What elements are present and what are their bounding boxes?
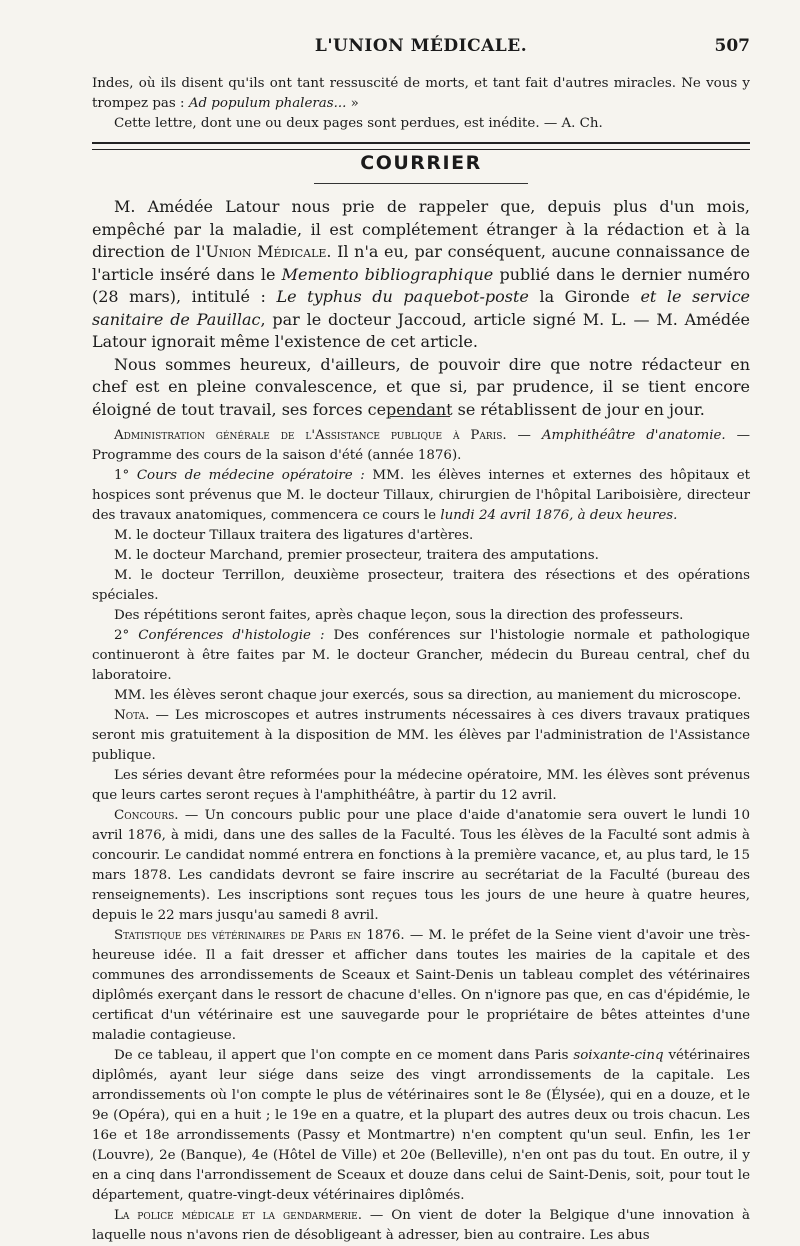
tillaux-line: M. le docteur Tillaux traitera des ligatures d'artères.	[114, 528, 474, 543]
statistique-paragraph	[92, 926, 750, 1046]
repetitions-line: Des répétitions seront faites, après chaque leçon, sous la direction des professeurs.	[114, 608, 684, 623]
text-run: — Programme des cours de la saison d'été (année 1876).	[92, 428, 750, 463]
statistique-paragraph-2	[92, 1046, 750, 1206]
article-title: Le typhus du paquebot-poste	[276, 287, 529, 306]
text-run: —	[506, 428, 542, 443]
text-run: — M. le préfet de la Seine vient d'avoir une très-heureuse idée. Il a fait dresser et afficher dans toutes les mairies de la capitale et des communes des arrondissements de Sceaux et Saint-Denis un tableau complet des vétérinaires diplômés exerçant dans le ressort de chacune d'elles. On n'ignore pas que, en cas d'épidémie, le certificat d'un vétérinaire est une sauvegarde pour le propriétaire de bêtes atteintes d'une maladie contagieuse.	[92, 928, 751, 1043]
course-number: 1°	[114, 468, 137, 483]
police-label: La police médicale et la gendarmerie.	[114, 1208, 363, 1223]
course-title: Cours de médecine opératoire :	[136, 468, 365, 483]
nota-paragraph	[92, 706, 750, 766]
intro-text: Indes, où ils disent qu'ils ont tant ressuscité de morts, et tant fait d'autres miracles. Ne vous y trompez pas :	[92, 76, 750, 111]
journal-name: Union Médicale	[205, 242, 327, 261]
running-title: L'UNION MÉDICALE.	[314, 36, 528, 56]
courrier-paragraph-2: Nous sommes heureux, d'ailleurs, de pouvoir dire que notre rédacteur en chef est en pleine convalescence, et que si, par prudence, il se tient encore éloigné de tout travail, ses forces cependant se rétablissent de jour en jour.	[92, 354, 750, 419]
terrillon-line: M. le docteur Terrillon, deuxième prosecteur, traitera des résections et des opérations spéciales.	[92, 568, 750, 603]
separator-rule	[390, 416, 450, 417]
memento-title: Memento bibliographique	[281, 264, 494, 284]
assistance-heading	[92, 426, 750, 466]
running-head	[92, 36, 750, 60]
intro-block	[92, 74, 750, 134]
amphitheatre-title: Amphithéâtre d'anatomie.	[541, 428, 726, 443]
courrier-paragraph-1	[92, 196, 750, 354]
police-paragraph	[92, 1206, 750, 1246]
text-run: publié dans le dernier numéro (28 mars), intitulé :	[92, 264, 750, 306]
assistance-title: Administration générale de l'Assistance publique à Paris.	[114, 428, 507, 443]
text-run: — On vient de doter la Belgique d'une innovation à laquelle nous n'avons rien de désobligeant à adresser, bien au contraire. Les abus	[92, 1208, 750, 1243]
intro-quote: Ad populum phaleras...	[188, 96, 347, 111]
count-word: soixante-cinq	[573, 1048, 664, 1063]
text-run: la Gironde	[528, 287, 641, 306]
text-run: MM. les élèves internes et externes des hôpitaux et hospices sont prévenus que M. le docteur Tillaux, chirurgien de l'hôpital Lariboisière, directeur des travaux anatomiques, commencera ce cours le	[92, 468, 751, 523]
statistique-label: Statistique des vétérinaires de Paris en 1876.	[114, 928, 405, 943]
intro-signature-line: Cette lettre, dont une ou deux pages sont perdues, est inédite. — A. Ch.	[114, 116, 603, 131]
assistance-block	[92, 426, 750, 1246]
concours-label: Concours.	[114, 808, 179, 823]
article-title-end: et le service sanitaire de Pauillac	[92, 287, 750, 329]
series-paragraph: Les séries devant être reformées pour la médecine opératoire, MM. les élèves sont prévenus que leurs cartes seront reçues à l'amphithéâtre, à partir du 12 avril.	[92, 768, 750, 803]
text-run: , par le docteur Jaccoud, article signé M. L. — M. Amédée Latour ignorait même l'existence de cet article.	[92, 309, 751, 351]
courrier-block	[92, 196, 750, 421]
text-run: vétérinaires diplômés, ayant leur siége dans seize des vingt arrondissements de la capitale. Les arrondissements où l'on compte le plus de vétérinaires sont le 8e (Élysée), qui en a douze, et le 9e (Opéra), qui en a huit ; le 19e en a quatre, et la plupart des autres deux ou trois chacun. Les 16e et 18e arrondissements (Passy et Montmartre) n'en comptent qu'un seul. Enfin, les 1er (Louvre), 2e (Banque), 4e (Hôtel de Ville) et 20e (Belleville), n'en ont pas du tout. En outre, il y en a cinq dans l'arrondissement de Sceaux et douze dans celui de Saint-Denis, soit, pour tout le département, quatre-vingt-deux vétérinaires diplômés.	[92, 1048, 751, 1203]
section-rule	[92, 142, 750, 150]
text-run: . Il n'a eu, par conséquent, aucune connaissance de l'article inséré dans le	[92, 242, 750, 284]
course-title: Conférences d'histologie :	[138, 628, 325, 643]
text-run: De ce tableau, il appert que l'on compte en ce moment dans Paris	[114, 1048, 574, 1063]
text-run: — Les microscopes et autres instruments nécessaires à ces divers travaux pratiques seront mis gratuitement à la disposition de MM. les élèves par l'administration de l'Assistance publique.	[92, 708, 750, 763]
intro-line	[92, 74, 750, 114]
section-title: COURRIER	[360, 152, 482, 174]
page-number: 507	[714, 36, 750, 56]
eleves-line: MM. les élèves seront chaque jour exercés, sous sa direction, au maniement du microscope.	[114, 688, 742, 703]
course-date: lundi 24 avril 1876, à deux heures.	[440, 508, 678, 523]
course-1	[92, 466, 750, 526]
course-number: 2°	[114, 628, 139, 643]
intro-quote-end: »	[346, 96, 359, 111]
text-run: — Un concours public pour une place d'aide d'anatomie sera ouvert le lundi 10 avril 1876, à midi, dans une des salles de la Faculté. Tous les élèves de la Faculté sont admis à concourir. Le candidat nommé entrera en fonctions à la première vacance, et, au plus tard, le 15 mars 1878. Les candidats devront se faire inscrire au secrétariat de la Faculté (bureau des renseignements). Les inscriptions sont reçues tous les jours de une heure à quatre heures, depuis le 22 mars jusqu'au samedi 8 avril.	[92, 808, 750, 923]
text-run: M. Amédée Latour nous prie de rappeler que, depuis plus d'un mois, empêché par la maladie, il est complétement étranger à la rédaction et à la direction de l'	[92, 197, 750, 261]
marchand-line: M. le docteur Marchand, premier prosecteur, traitera des amputations.	[114, 548, 599, 563]
nota-label: Nota.	[114, 708, 150, 723]
course-2	[92, 626, 750, 686]
concours-paragraph	[92, 806, 750, 926]
text-run: Des conférences sur l'histologie normale et pathologique continueront à être faites par M. le docteur Grancher, médecin du Bureau central, chef du laboratoire.	[92, 628, 750, 683]
title-underline	[314, 183, 528, 184]
